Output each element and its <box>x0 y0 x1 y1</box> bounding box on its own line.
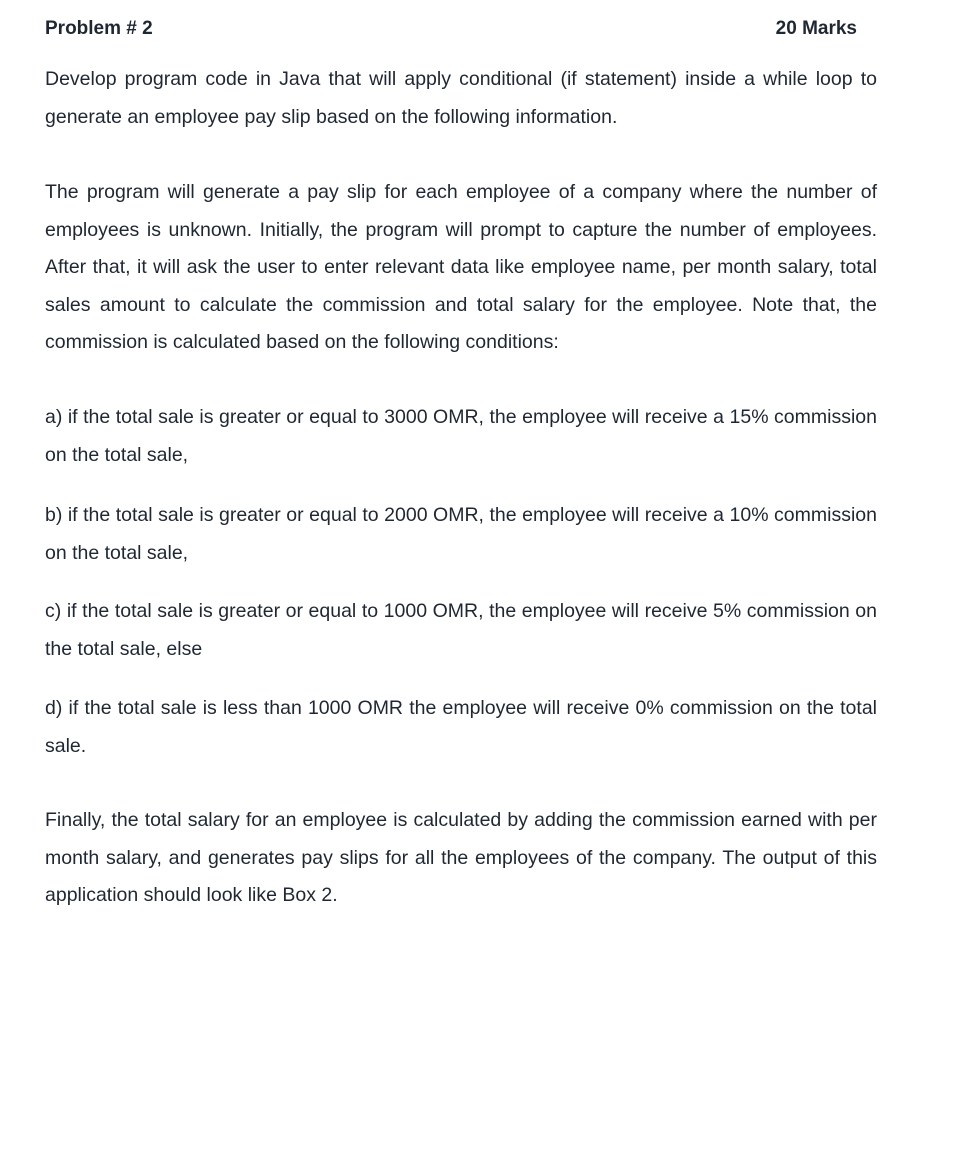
condition-a: a) if the total sale is greater or equal to 3000 OMR, the employee will receive a 15% commission on the total sale, <box>45 406 877 466</box>
marks-label: 20 Marks <box>775 18 857 39</box>
intro-paragraph: Develop program code in Java that will apply conditional (if statement) inside a while loop to generate an employee pay slip based on the following information. <box>45 68 877 128</box>
condition-b: b) if the total sale is greater or equal to 2000 OMR, the employee will receive a 10% commission on the total sale, <box>45 504 877 564</box>
problem-header <box>45 18 857 44</box>
condition-d: d) if the total sale is less than 1000 OMR the employee will receive 0% commission on the total sale. <box>45 697 877 757</box>
description-paragraph: The program will generate a pay slip for each employee of a company where the number of employees is unknown. Initially, the program will prompt to capture the number of employees. After that, it will ask the user to enter relevant data like employee name, per month salary, total sales amount to calculate the commission and total salary for the employee. Note that, the commission is calculated based on the following conditions: <box>45 181 877 353</box>
problem-title: Problem # 2 <box>45 18 153 39</box>
condition-c: c) if the total sale is greater or equal to 1000 OMR, the employee will receive 5% commission on the total sale, else <box>45 600 877 660</box>
final-paragraph: Finally, the total salary for an employee is calculated by adding the commission earned with per month salary, and generates pay slips for all the employees of the company. The output of this application should look like Box 2. <box>45 809 877 906</box>
